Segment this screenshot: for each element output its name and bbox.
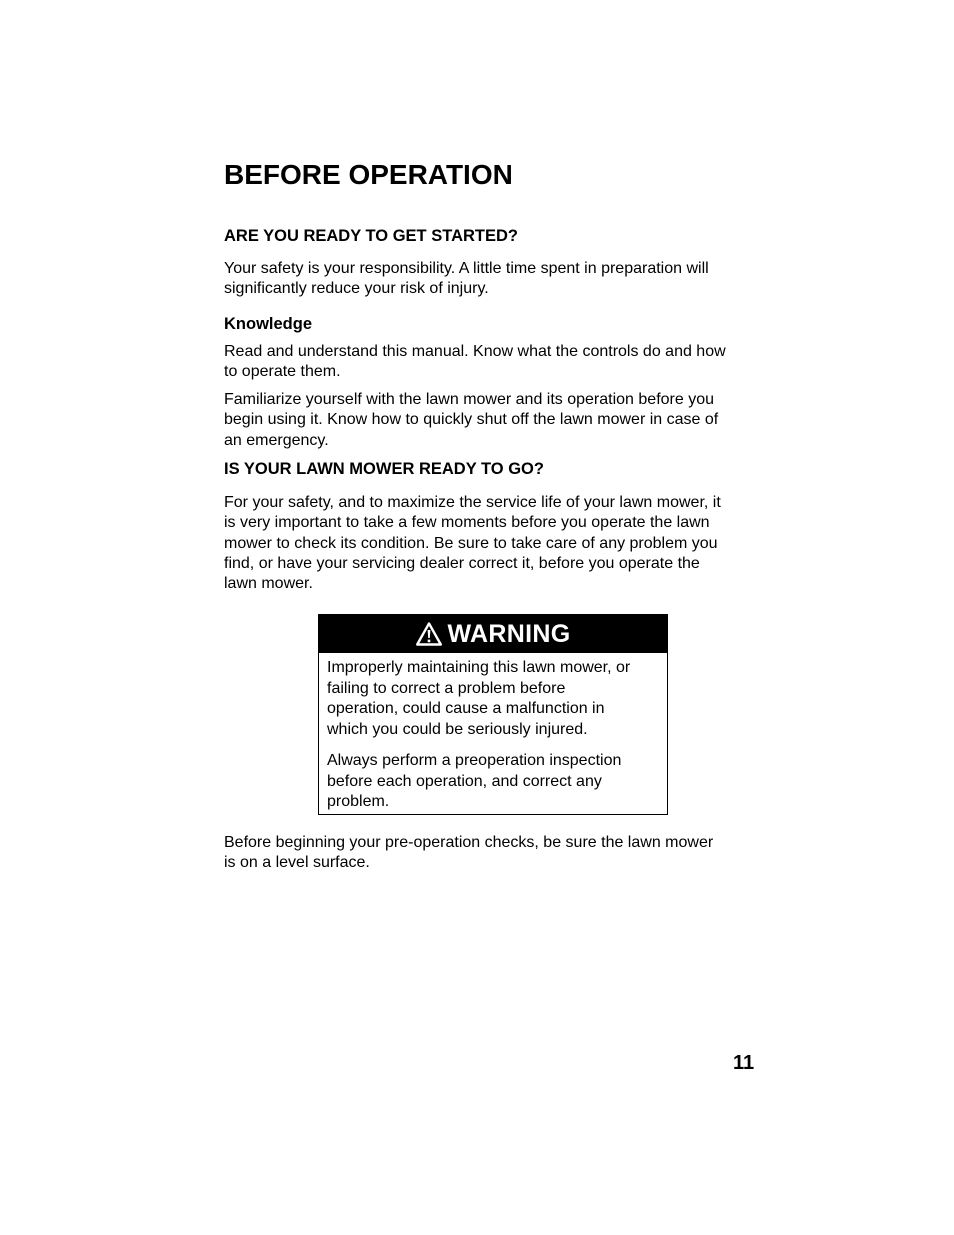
page-title: BEFORE OPERATION [224, 159, 513, 190]
text-line: failing to correct a problem before [327, 679, 566, 697]
text-line: Read and understand this manual. Know what the controls do and how [224, 343, 726, 360]
text-line: lawn mower. [224, 575, 313, 593]
text-line: find, or have your servicing dealer correct it, before you operate the [224, 554, 700, 572]
warning-header [319, 615, 667, 653]
text-line: before each operation, and correct any [327, 772, 602, 790]
text-line: significantly reduce your risk of injury. [224, 280, 489, 298]
text-line: begin using it. Know how to quickly shut off the lawn mower in case of [224, 411, 719, 429]
text-line: is on a level surface. [224, 854, 370, 872]
text-line: problem. [327, 793, 390, 810]
knowledge-paragraph-2 [224, 390, 764, 451]
knowledge-paragraph-1 [224, 342, 764, 383]
knowledge-heading: Knowledge [224, 315, 313, 333]
text-line: Improperly maintaining this lawn mower, or [327, 659, 631, 676]
warning-triangle-icon [416, 622, 442, 646]
text-line: mower to check its condition. Be sure to take care of any problem you [224, 534, 718, 552]
warning-title: WARNING [447, 620, 571, 648]
text-line: which you could be seriously injured. [327, 720, 588, 738]
text-line: For your safety, and to maximize the service life of your lawn mower, it [224, 494, 721, 511]
warning-paragraph-1 [327, 658, 659, 740]
text-line: Your safety is your responsibility. A little time spent in preparation will [224, 260, 709, 277]
text-line: Before beginning your pre-operation checks, be sure the lawn mower [224, 834, 714, 851]
section-heading-mower: IS YOUR LAWN MOWER READY TO GO? [224, 460, 544, 478]
page-number: 11 [733, 1052, 755, 1074]
text-line: Always perform a preoperation inspection [327, 752, 622, 769]
text-line: to operate them. [224, 363, 341, 381]
mower-paragraph [224, 493, 764, 594]
ready-intro-paragraph [224, 259, 764, 300]
text-line: operation, could cause a malfunction in [327, 700, 605, 717]
section-heading-ready: ARE YOU READY TO GET STARTED? [224, 227, 518, 245]
warning-box [318, 614, 668, 815]
warning-paragraph-2 [327, 751, 659, 813]
text-line: Familiarize yourself with the lawn mower and its operation before you [224, 391, 715, 408]
closing-paragraph [224, 833, 764, 874]
warning-body [319, 653, 667, 813]
text-line: an emergency. [224, 431, 329, 449]
text-line: is very important to take a few moments before you operate the lawn [224, 514, 710, 532]
